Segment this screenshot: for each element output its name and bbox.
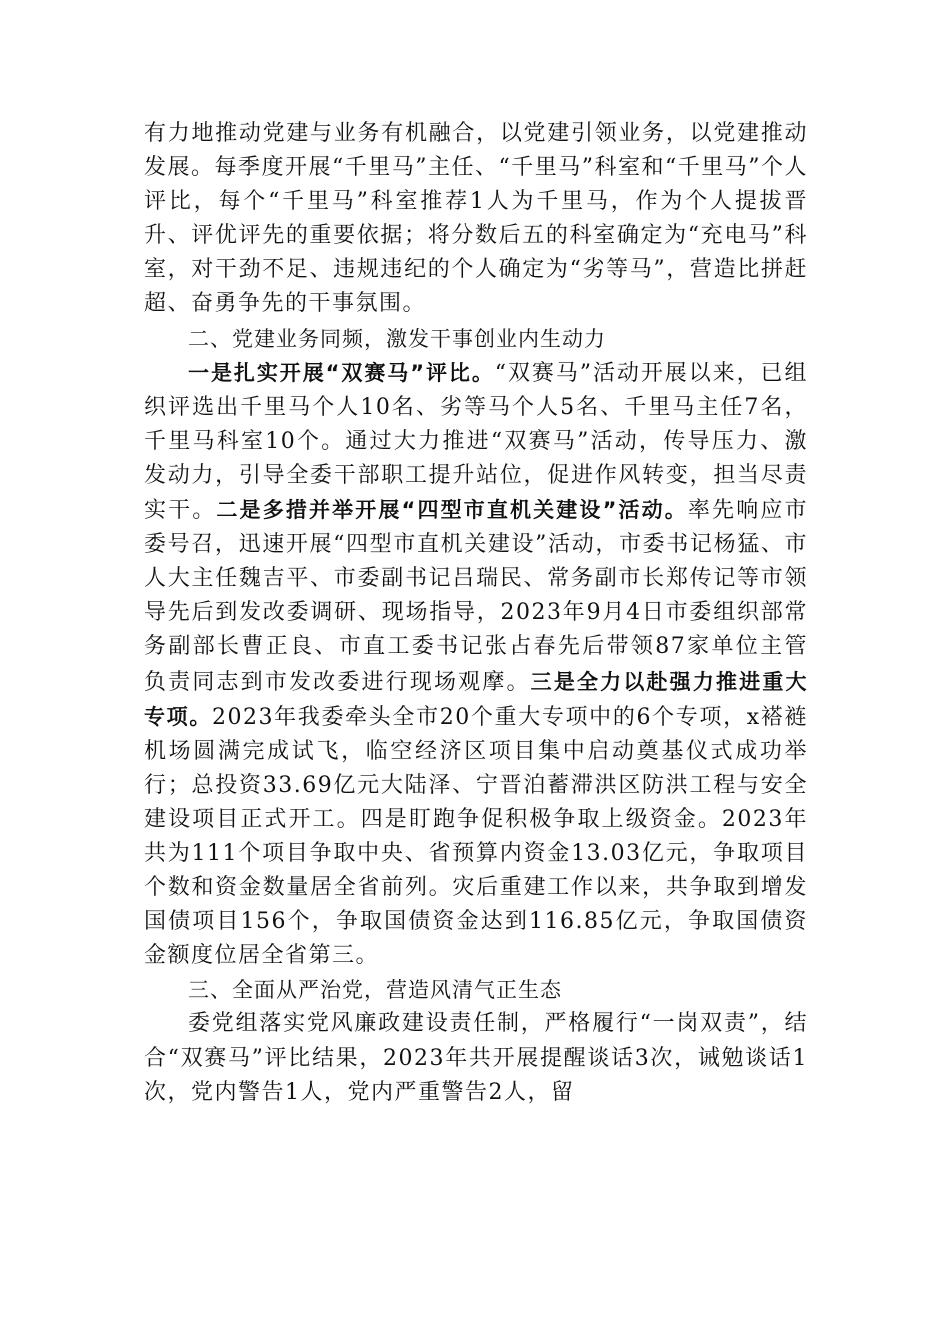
body-text-1: “双赛马”活动开展以来，已组织评选出千里马个人10名、劣等马个人5名、千里马主任7名，千里马科室10个。通过大力推进“双赛马”活动，传导压力、激发动力，引导全委干部职工提升站位，促进作风转变，担当尽责实干。 [144,360,809,524]
paragraph-section-3: 委党组落实党风廉政建设责任制，严格履行“一岗双责”，结合“双赛马”评比结果，2023年共开展提醒谈话3次，诫勉谈话1次，党内警告1人，党内严重警告2人，留 [144,1011,808,1105]
bold-lead-3: 三是全力以赴强力推进重大专项。 [144,669,808,729]
section-heading-3: 三、全面从严治党，营造风清气正生态 [188,978,562,1003]
paragraph-section-2 [144,356,808,974]
body-text-3: 2023年我委牵头全市20个重大专项中的6个专项，x褡裢机场圆满完成试飞，临空经济区项目集中启动奠基仪式成功举行；总投资33.69亿元大陆泽、宁晋泊蓄滞洪区防洪工程与安全建设项目正式开工。四是盯跑争促积极争取上级资金。2023年共为111个项目争取中央、省预算内资金13.03亿元，争取项目个数和资金数量居全省前列。灾后重建工作以来，共争取到增发国债项目156个，争取国债资金达到116.85亿元，争取国债资金额度位居全省第三。 [144,704,809,969]
body-text-2: 率先响应市委号召，迅速开展“四型市直机关建设”活动，市委书记杨猛、市人大主任魏吉平、市委副书记吕瑞民、常务副市长郑传记等市领导先后到发改委调研、现场指导，2023年9月4日市委组织部常务副部长曹正良、市直工委书记张占春先后带领87家单位主管负责同志到市发改委进行现场观摩。 [144,498,808,695]
paragraph-intro: 有力地推动党建与业务有机融合，以党建引领业务，以党建推动发展。每季度开展“千里马”主任、“千里马”科室和“千里马”个人评比，每个“千里马”科室推荐1人为千里马，作为个人提拔晋升、评优评先的重要依据；将分数后五的科室确定为“充电马”科室，对干劲不足、违规违纪的个人确定为“劣等马”，营造比拼赶超、奋勇争先的干事氛围。 [144,121,808,317]
document-page [144,117,808,1110]
bold-lead-1: 一是扎实开展“双赛马”评比。 [188,360,495,385]
bold-lead-2: 二是多措并举开展“四型市直机关建设”活动。 [216,498,688,523]
section-heading-2: 二、党建业务同频，激发干事创业内生动力 [188,326,606,351]
